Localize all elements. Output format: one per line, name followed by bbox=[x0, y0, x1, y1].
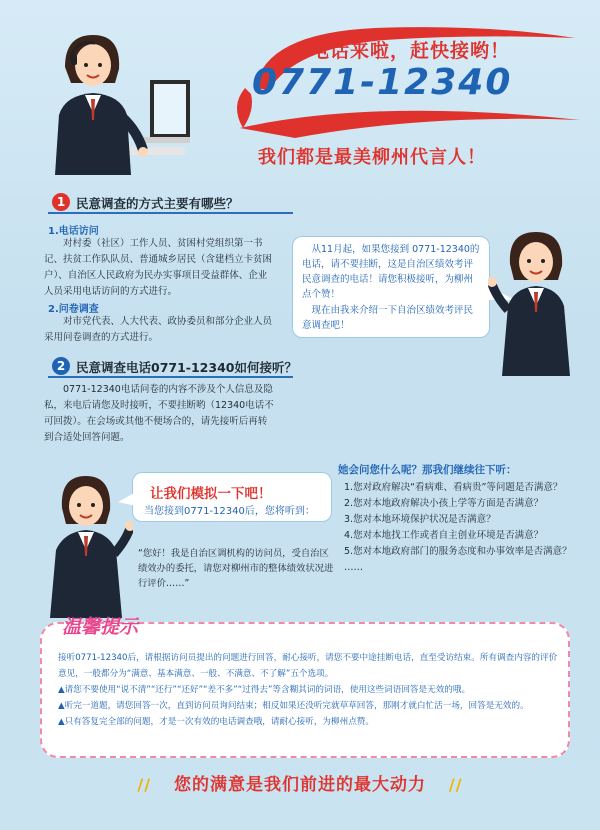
hotline-number: 0771-12340 bbox=[252, 62, 513, 103]
footer-slogan-row bbox=[0, 770, 600, 795]
question-item: 1.您对政府解决“看病难、看病贵”等问题是否满意？ bbox=[344, 482, 563, 493]
section2-title: 民意调查电话0771-12340如何接听？ bbox=[76, 360, 297, 375]
section1-number-badge: 1 bbox=[52, 193, 70, 211]
footer-mark-left: // bbox=[137, 775, 152, 794]
question-item: 5.您对本地政府部门的服务态度和办事效率是否满意？ bbox=[344, 546, 572, 557]
section1-sub2-title: 2.问卷调查 bbox=[48, 304, 99, 315]
slogan: 我们都是最美柳州代言人！ bbox=[258, 147, 486, 168]
tips-title: 温馨提示 bbox=[62, 616, 139, 638]
footer-slogan: 您的满意是我们前进的最大动力 bbox=[174, 775, 426, 795]
tips-content bbox=[58, 650, 558, 730]
tips-line-2: ▲请您不要使用“说不清”“还行”“还好”“差不多”“过得去”等含糊其词的词语，使用这些词语回答是无效的哦。 bbox=[58, 685, 471, 695]
intro-bubble-text-2: 现在由我来介绍一下自治区绩效考评民意调查吧！ bbox=[302, 305, 474, 331]
headline: 电话来啦，赶快接哟！ bbox=[310, 40, 511, 62]
section2-number-badge: 2 bbox=[52, 357, 70, 375]
questions-heading: 她会问您什么呢？那我们继续往下听： bbox=[338, 464, 517, 476]
tips-line-4: ▲只有答复完全部的问题，才是一次有效的电话调查哦，请耐心接听，为柳州点赞。 bbox=[58, 717, 374, 727]
operator-illustration bbox=[25, 25, 225, 175]
section1-divider bbox=[48, 212, 293, 214]
section1-sub1-text: 对村委（社区）工作人员、贫困村党组织第一书记、扶贫工作队队员、普通城乡居民（含建档立卡贫困户）、自治区人民政府为民办实事项目受益群体、企业人员采用电话访问的方式进行。 bbox=[44, 238, 273, 297]
tips-line-3: ▲听完一道题，请您回答一次，直到访问员询问结束；相反如果还没听完就草草回答，那刚才就白忙活一场，回答是无效的。 bbox=[58, 701, 529, 711]
question-item: 2.您对本地政府解决小孩上学等方面是否满意？ bbox=[344, 498, 544, 509]
section1-sub1-title: 1.电话访问 bbox=[48, 226, 99, 237]
guide-girl-illustration bbox=[488, 226, 583, 376]
questions-list bbox=[344, 480, 580, 576]
question-item: 3.您对本地环境保护状况是否满意？ bbox=[344, 514, 496, 525]
simulate-girl-illustration bbox=[38, 468, 133, 618]
section2-divider bbox=[48, 376, 293, 378]
simulate-title: 让我们模拟一下吧！ bbox=[150, 486, 272, 502]
simulate-quote: “您好！我是自治区调机构的访问员，受自治区绩效办的委托，请您对柳州市的整体绩效状况进行评价……” bbox=[138, 548, 334, 589]
questions-more: …… bbox=[344, 562, 363, 573]
section1-title: 民意调查的方式主要有哪些？ bbox=[76, 196, 239, 211]
simulate-bubble-tail bbox=[118, 492, 136, 508]
intro-bubble-text-1: 从11月起，如果您接到 0771-12340的电话，请不要挂断，这是自治区绩效考评民意调查的电话！请您积极接听，为柳州点个赞！ bbox=[302, 244, 480, 300]
section1-sub2-text: 对市党代表、人大代表、政协委员和部分企业人员采用问卷调查的方式进行。 bbox=[44, 316, 273, 343]
section2-text: 0771-12340电话问卷的内容不涉及个人信息及隐私，来电后请您及时接听，不要挂断哟（12340电话不可回拨）。在会场或其他不便场合的，请先接听后再转到合适处回答问题。 bbox=[44, 384, 274, 443]
tips-line-1: 接听0771-12340后，请根据访问员提出的问题进行回答，耐心接听，请您不要中途挂断电话，直至受访结束。所有调查内容的评价意见，一般都分为“满意、基本满意、一般、不满意、不了解”五个选项。 bbox=[58, 653, 558, 679]
question-item: 4.您对本地找工作或者自主创业环境是否满意？ bbox=[344, 530, 544, 541]
simulate-subtitle: 当您接到0771-12340后，您将听到： bbox=[144, 506, 315, 517]
footer-mark-right: // bbox=[448, 775, 463, 794]
